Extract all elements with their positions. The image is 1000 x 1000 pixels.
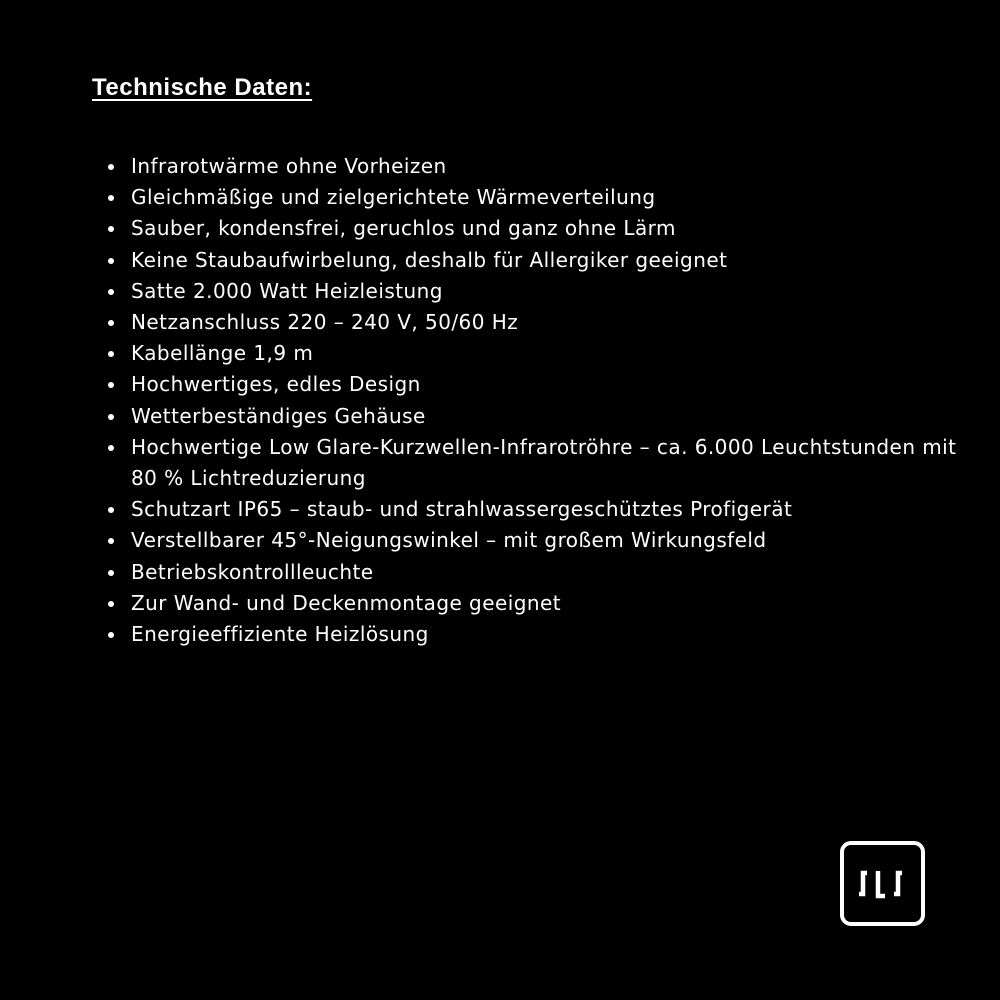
spec-item: Hochwertige Low Glare-Kurzwellen-Infrarotröhre – ca. 6.000 Leuchtstunden mit 80 % Lichtreduzierung (131, 432, 971, 494)
spec-item: Verstellbarer 45°-Neigungswinkel – mit großem Wirkungsfeld (131, 525, 971, 556)
spec-item: Gleichmäßige und zielgerichtete Wärmeverteilung (131, 182, 971, 213)
spec-item: Betriebskontrollleuchte (131, 557, 971, 588)
spec-item: Infrarotwärme ohne Vorheizen (131, 151, 971, 182)
spec-item: Schutzart IP65 – staub- und strahlwassergeschütztes Profigerät (131, 494, 971, 525)
spec-list (131, 151, 971, 650)
spec-item: Satte 2.000 Watt Heizleistung (131, 276, 971, 307)
spec-item: Keine Staubaufwirbelung, deshalb für Allergiker geeignet (131, 245, 971, 276)
spec-item: Hochwertiges, edles Design (131, 369, 971, 400)
spec-item: Netzanschluss 220 – 240 V, 50/60 Hz (131, 307, 971, 338)
spec-item: Sauber, kondensfrei, geruchlos und ganz ohne Lärm (131, 213, 971, 244)
spec-item: Kabellänge 1,9 m (131, 338, 971, 369)
section-heading: Technische Daten: (92, 74, 313, 101)
sls-logo-icon (840, 841, 925, 926)
spec-item: Wetterbeständiges Gehäuse (131, 401, 971, 432)
spec-item: Energieeffiziente Heizlösung (131, 619, 971, 650)
spec-item: Zur Wand- und Deckenmontage geeignet (131, 588, 971, 619)
